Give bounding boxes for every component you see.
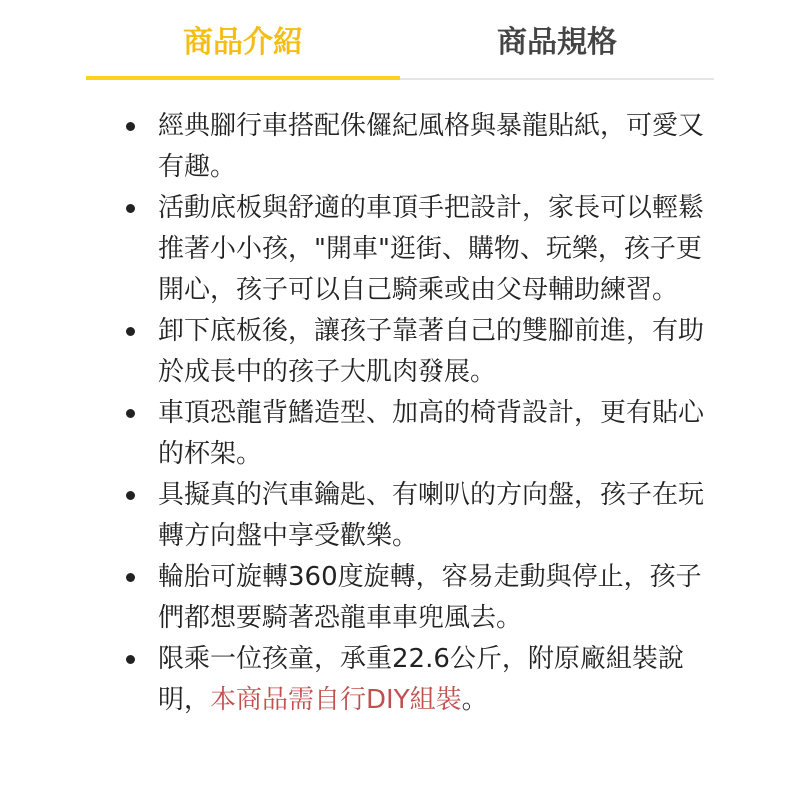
list-item <box>118 557 708 639</box>
bullet-icon <box>126 491 135 500</box>
tab-bar <box>86 0 714 80</box>
feature-text: 限乘一位孩童，承重22.6公斤，附原廠組裝說明， <box>158 644 684 715</box>
diy-assembly-notice: 本商品需自行DIY組裝 <box>210 685 462 715</box>
bullet-icon <box>126 204 135 213</box>
bullet-icon <box>126 327 135 336</box>
feature-text-suffix: 。 <box>461 685 488 715</box>
list-item <box>118 188 708 311</box>
list-item <box>118 106 708 188</box>
tab-product-specs[interactable]: 商品規格 <box>497 25 617 60</box>
feature-list <box>118 106 708 721</box>
feature-text: 輪胎可旋轉360度旋轉，容易走動與停止，孩子們都想要騎著恐龍車車兜風去。 <box>158 562 702 633</box>
product-description <box>118 106 708 721</box>
feature-text: 具擬真的汽車鑰匙、有喇叭的方向盤，孩子在玩轉方向盤中享受歡樂。 <box>158 480 705 551</box>
feature-text: 車頂恐龍背鰭造型、加高的椅背設計，更有貼心的杯架。 <box>158 398 705 469</box>
feature-text: 卸下底板後，讓孩子靠著自己的雙腳前進，有助於成長中的孩子大肌肉發展。 <box>158 316 705 387</box>
list-item <box>118 639 708 721</box>
bullet-icon <box>126 122 135 131</box>
bullet-icon <box>126 573 135 582</box>
feature-text: 活動底板與舒適的車頂手把設計，家長可以輕鬆推著小小孩，"開車"逛街、購物、玩樂，孩子更開心，孩子可以自己騎乘或由父母輔助練習。 <box>158 193 705 305</box>
tab-product-intro[interactable]: 商品介紹 <box>86 0 400 78</box>
list-item <box>118 311 708 393</box>
bullet-icon <box>126 655 135 664</box>
list-item <box>118 475 708 557</box>
list-item <box>118 393 708 475</box>
bullet-icon <box>126 409 135 418</box>
feature-text: 經典腳行車搭配侏儸紀風格與暴龍貼紙，可愛又有趣。 <box>158 111 705 182</box>
